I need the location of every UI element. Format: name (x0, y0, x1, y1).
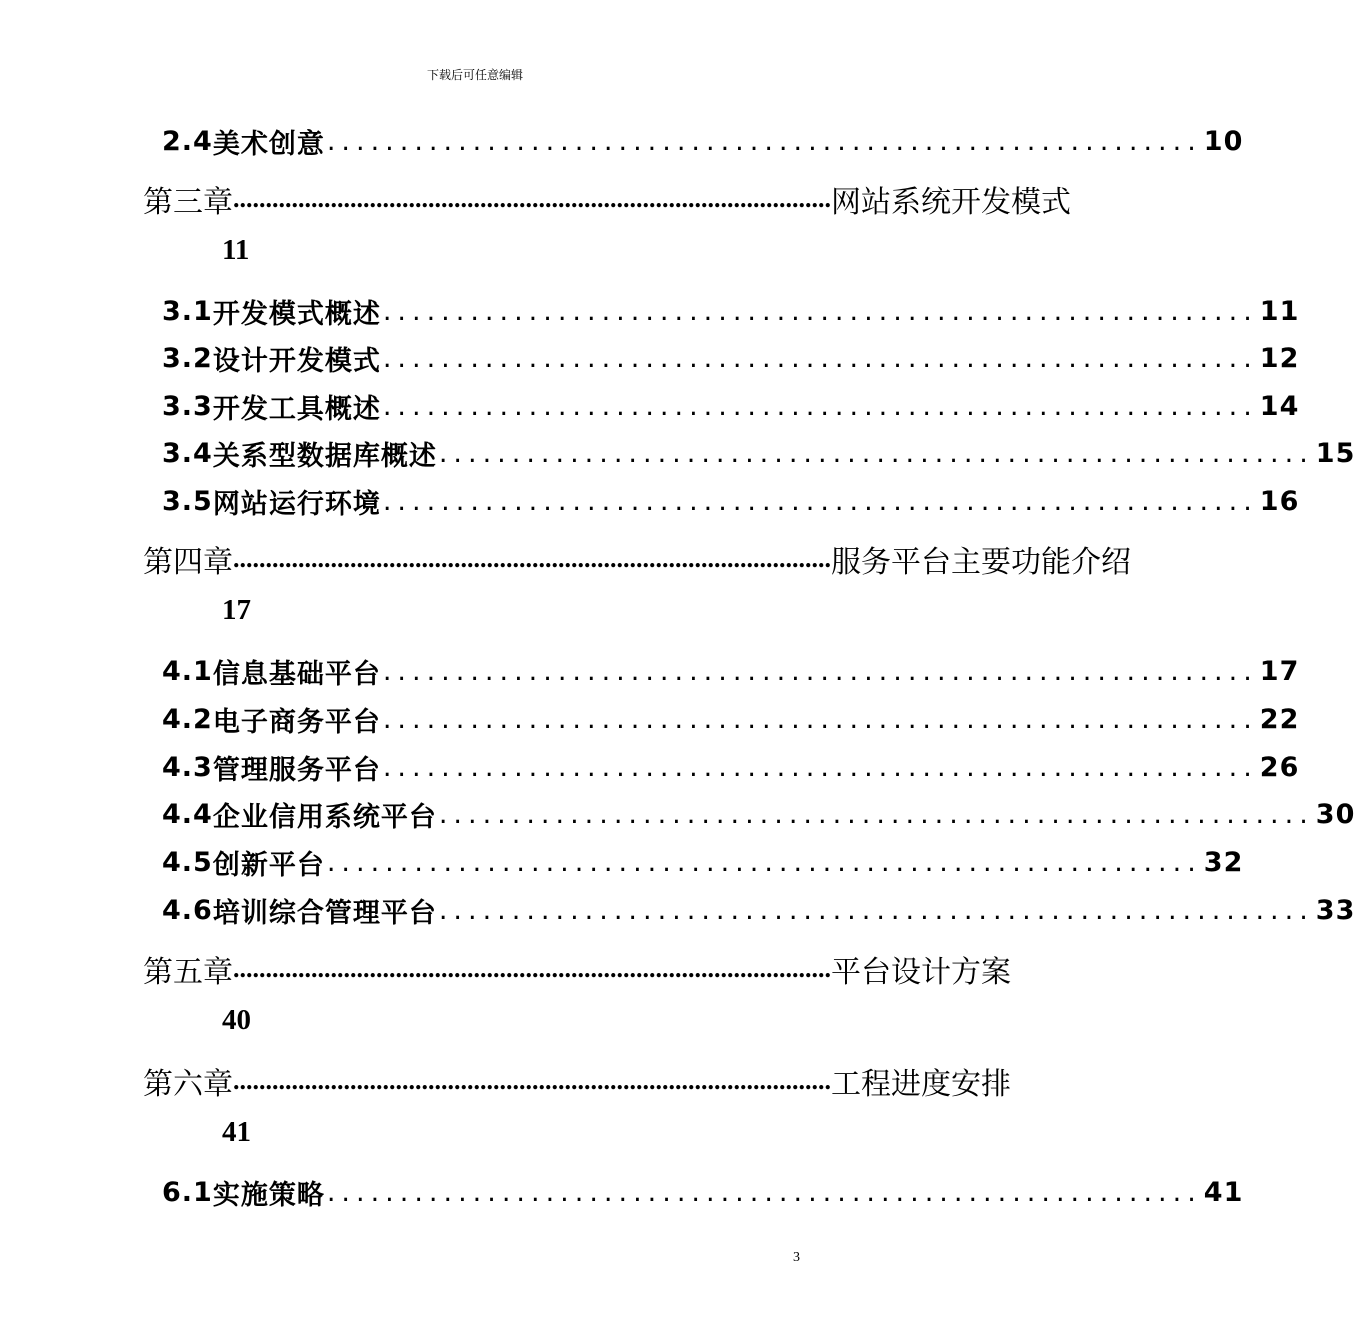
toc-entry-3-4[interactable] (162, 436, 1355, 472)
toc-entry-number: 4.1 (162, 655, 213, 687)
toc-entry-title: 美术创意 (212, 128, 325, 160)
toc-entry-4-5[interactable] (162, 845, 1244, 881)
toc-entry-page: 10 (1203, 125, 1244, 157)
toc-chapter-page: 41 (222, 1116, 251, 1148)
toc-entry-page: 11 (1259, 295, 1300, 327)
toc-leader-dots: ............................................................................................ (233, 1066, 831, 1095)
toc-chapter-3[interactable] (143, 180, 1071, 220)
toc-entry-number: 4.2 (162, 703, 213, 735)
toc-chapter-number: 第五章 (143, 955, 233, 990)
toc-leader-dots: ............................................................................................ (233, 184, 831, 213)
toc-entry-title: 关系型数据库概述 (212, 440, 437, 472)
toc-entry-number: 3.3 (162, 390, 213, 422)
toc-entry-2-4[interactable] (162, 124, 1244, 160)
toc-leader-dots: ............................................................ (382, 751, 1258, 783)
toc-entry-title: 实施策略 (212, 1179, 325, 1211)
toc-entry-number: 2.4 (162, 125, 213, 157)
toc-entry-number: 4.5 (162, 846, 213, 878)
toc-entry-3-1[interactable] (162, 294, 1300, 330)
toc-leader-dots: ............................................................ (326, 846, 1202, 878)
toc-chapter-page: 11 (222, 234, 250, 266)
toc-leader-dots: ............................................................ (326, 1176, 1202, 1208)
toc-leader-dots: ............................................................ (438, 798, 1314, 830)
toc-leader-dots: ............................................................ (382, 703, 1258, 735)
toc-entry-4-4[interactable] (162, 797, 1355, 833)
toc-entry-number: 3.5 (162, 485, 213, 517)
toc-entry-3-5[interactable] (162, 484, 1300, 520)
toc-entry-4-3[interactable] (162, 750, 1300, 786)
header-note: 下载后可任意编辑 (426, 68, 523, 82)
toc-leader-dots: ............................................................ (438, 437, 1314, 469)
toc-entry-page: 30 (1315, 798, 1355, 830)
toc-leader-dots: ............................................................ (382, 655, 1258, 687)
toc-entry-number: 4.3 (162, 751, 213, 783)
toc-entry-title: 创新平台 (212, 849, 325, 881)
toc-entry-page: 41 (1203, 1176, 1244, 1208)
toc-entry-4-1[interactable] (162, 654, 1300, 690)
toc-entry-number: 3.2 (162, 342, 213, 374)
toc-entry-3-2[interactable] (162, 341, 1300, 377)
toc-entry-number: 3.4 (162, 437, 213, 469)
toc-chapter-number: 第四章 (143, 545, 233, 580)
toc-entry-title: 管理服务平台 (212, 754, 381, 786)
toc-entry-title: 网站运行环境 (212, 488, 381, 520)
toc-entry-title: 培训综合管理平台 (212, 897, 437, 929)
toc-leader-dots: ............................................................ (382, 485, 1258, 517)
toc-entry-page: 26 (1259, 751, 1300, 783)
toc-leader-dots: ............................................................ (438, 894, 1314, 926)
toc-chapter-page: 17 (222, 594, 251, 626)
toc-entry-title: 电子商务平台 (212, 706, 381, 738)
toc-chapter-page: 40 (222, 1004, 251, 1036)
toc-chapter-6[interactable] (143, 1062, 1011, 1102)
toc-entry-4-6[interactable] (162, 893, 1355, 929)
toc-chapter-title: 工程进度安排 (831, 1067, 1011, 1102)
toc-entry-page: 16 (1259, 485, 1300, 517)
toc-chapter-title: 网站系统开发模式 (831, 185, 1071, 220)
toc-leader-dots: ............................................................................................ (233, 544, 831, 573)
toc-entry-page: 33 (1315, 894, 1355, 926)
toc-entry-title: 企业信用系统平台 (212, 801, 437, 833)
toc-entry-title: 开发工具概述 (212, 393, 381, 425)
toc-entry-6-1[interactable] (162, 1175, 1244, 1211)
toc-leader-dots: ............................................................ (326, 125, 1202, 157)
toc-chapter-number: 第三章 (143, 185, 233, 220)
toc-chapter-title: 平台设计方案 (831, 955, 1011, 990)
toc-entry-page: 22 (1259, 703, 1300, 735)
toc-entry-page: 14 (1259, 390, 1300, 422)
toc-entry-3-3[interactable] (162, 389, 1300, 425)
toc-leader-dots: ............................................................ (382, 390, 1258, 422)
toc-entry-title: 设计开发模式 (212, 345, 381, 377)
toc-entry-page: 32 (1203, 846, 1244, 878)
toc-chapter-5[interactable] (143, 950, 1011, 990)
toc-entry-page: 12 (1259, 342, 1300, 374)
toc-leader-dots: ............................................................................................ (233, 954, 831, 983)
toc-leader-dots: ............................................................ (382, 295, 1258, 327)
toc-entry-number: 4.6 (162, 894, 213, 926)
toc-entry-number: 6.1 (162, 1176, 213, 1208)
toc-leader-dots: ............................................................ (382, 342, 1258, 374)
toc-entry-number: 3.1 (162, 295, 213, 327)
toc-entry-page: 17 (1259, 655, 1300, 687)
toc-entry-page: 15 (1315, 437, 1355, 469)
toc-chapter-title: 服务平台主要功能介绍 (831, 545, 1131, 580)
page-number: 3 (793, 1250, 800, 1265)
toc-entry-number: 4.4 (162, 798, 213, 830)
toc-entry-title: 信息基础平台 (212, 658, 381, 690)
toc-entry-title: 开发模式概述 (212, 298, 381, 330)
toc-entry-4-2[interactable] (162, 702, 1300, 738)
toc-chapter-4[interactable] (143, 540, 1131, 580)
toc-chapter-number: 第六章 (143, 1067, 233, 1102)
